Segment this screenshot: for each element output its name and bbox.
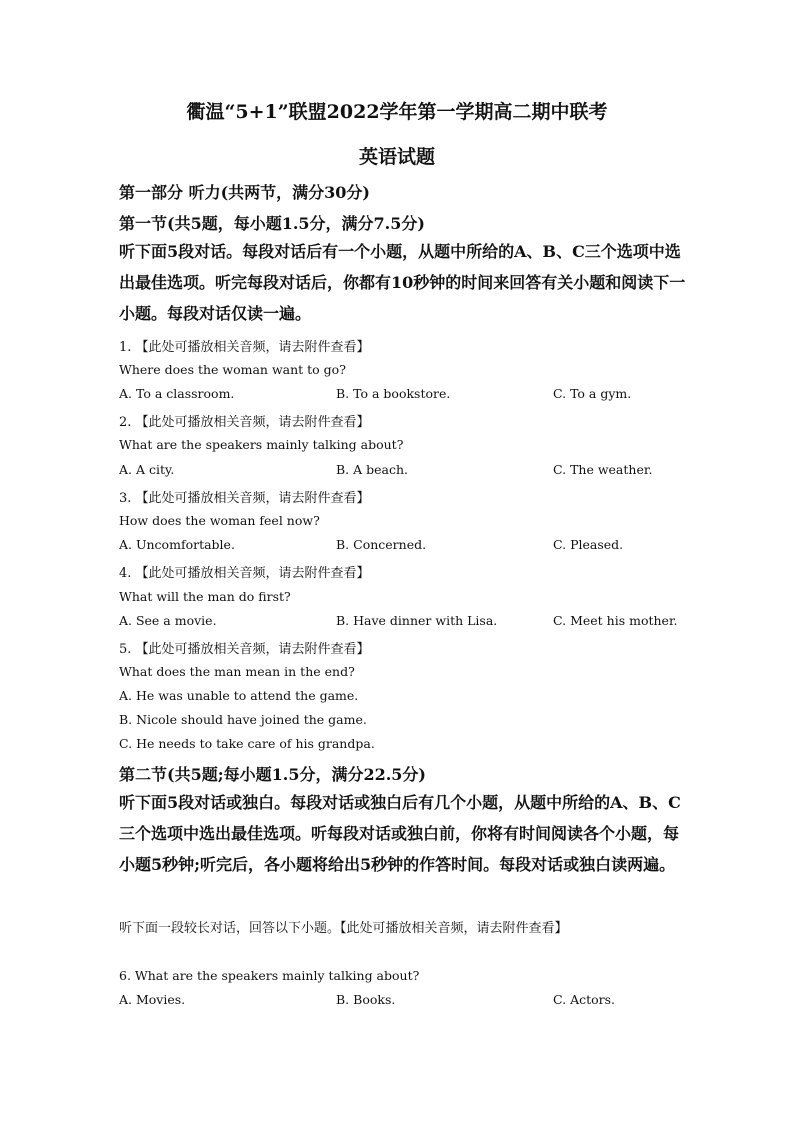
option-a: A. He was unable to attend the game. xyxy=(119,688,359,703)
option-c: C. Meet his mother. xyxy=(553,613,678,628)
question-text: What does the man mean in the end? xyxy=(119,664,355,679)
listening-note: 听下面一段较长对话，回答以下小题。【此处可播放相关音频，请去附件查看】 xyxy=(119,921,568,936)
page-title: 衢温“5+1”联盟2022学年第一学期高二期中联考 xyxy=(186,101,608,123)
option-a: A. Movies. xyxy=(119,992,186,1007)
section-heading: 第一节(共5题，每小题1.5分，满分7.5分) xyxy=(119,214,425,233)
option-b: B. Concerned. xyxy=(336,537,427,552)
section-instructions: 听下面5段对话。每段对话后有一个小题，从题中所给的A、B、C三个选项中选出最佳选项。听完每段对话后，你都有10秒钟的时间来回答有关小题和阅读下一小题。每段对话仅读一遍。 xyxy=(119,242,686,323)
question-text: 6. What are the speakers mainly talking about? xyxy=(119,968,420,983)
option-a: A. To a classroom. xyxy=(119,386,235,401)
option-b: B. Have dinner with Lisa. xyxy=(336,613,498,628)
option-b: B. To a bookstore. xyxy=(336,386,451,401)
question-text: What are the speakers mainly talking about? xyxy=(119,437,404,452)
option-b: B. A beach. xyxy=(336,462,409,477)
option-a: A. See a movie. xyxy=(119,613,217,628)
question-text: How does the woman feel now? xyxy=(119,513,320,528)
section-instructions: 听下面5段对话或独白。每段对话或独白后有几个小题，从题中所给的A、B、C三个选项中选出最佳选项。听每段对话或独白前，你将有时间阅读各个小题，每小题5秒钟;听完后，各小题将给出5秒钟的作答时间。每段对话或独白读两遍。 xyxy=(119,793,681,874)
question-text: Where does the woman want to go? xyxy=(119,362,346,377)
question-number: 5. 【此处可播放相关音频，请去附件查看】 xyxy=(119,642,370,657)
option-c: C. To a gym. xyxy=(553,386,632,401)
question-number: 1. 【此处可播放相关音频，请去附件查看】 xyxy=(119,340,370,355)
option-b: B. Nicole should have joined the game. xyxy=(119,712,367,727)
question-number: 2. 【此处可播放相关音频，请去附件查看】 xyxy=(119,415,370,430)
question-number: 4. 【此处可播放相关音频，请去附件查看】 xyxy=(119,566,370,581)
option-b: B. Books. xyxy=(336,992,396,1007)
option-c: C. Actors. xyxy=(553,992,616,1007)
question-text: What will the man do first? xyxy=(119,589,291,604)
option-c: C. The weather. xyxy=(553,462,653,477)
question-number: 3. 【此处可播放相关音频，请去附件查看】 xyxy=(119,491,370,506)
option-c: C. Pleased. xyxy=(553,537,624,552)
option-a: A. A city. xyxy=(119,462,175,477)
part-heading: 第一部分 听力(共两节，满分30分) xyxy=(119,183,370,202)
option-c: C. He needs to take care of his grandpa. xyxy=(119,736,375,751)
section-heading: 第二节(共5题;每小题1.5分，满分22.5分) xyxy=(119,765,426,784)
page-subtitle: 英语试题 xyxy=(358,146,435,168)
option-a: A. Uncomfortable. xyxy=(119,537,235,552)
